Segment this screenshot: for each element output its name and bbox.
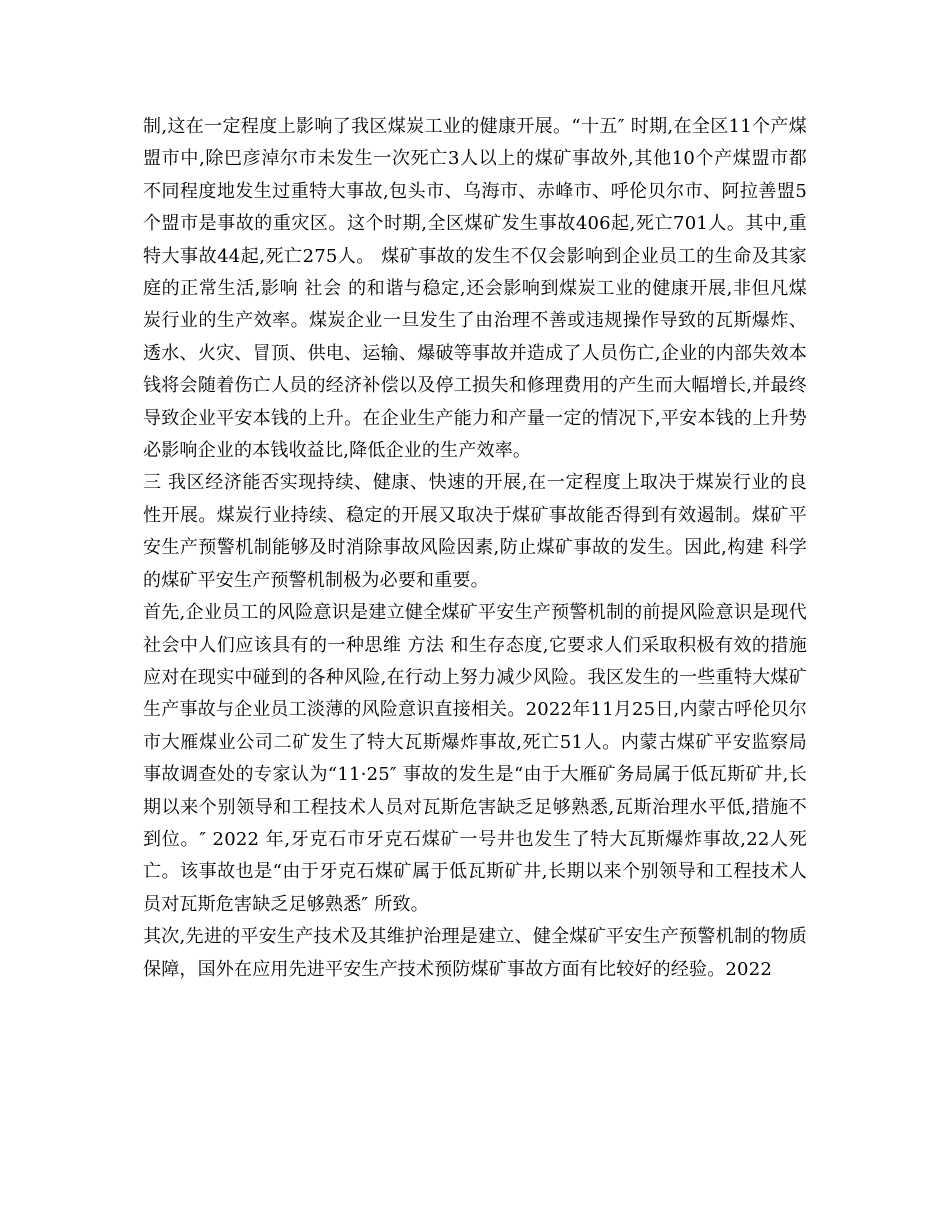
document-body xyxy=(143,111,807,986)
paragraph-2: 三 我区经济能否实现持续、健康、快速的开展,在一定程度上取决于煤炭行业的良性开展。煤炭行业持续、稳定的开展又取决于煤矿事故能否得到有效遏制。煤矿平安生产预警机制能够及时消除事故风险因素,防止煤矿事故的发生。因此,构建 科学 的煤矿平安生产预警机制极为必要和重要。 xyxy=(143,472,807,591)
paragraph-1: 制,这在一定程度上影响了我区煤炭工业的健康开展。“十五″ 时期,在全区11个产煤盟市中,除巴彦淖尔市未发生一次死亡3人以上的煤矿事故外,其他10个产煤盟市都不同程度地发生过重特大事故,包头市、乌海市、赤峰市、呼伦贝尔市、阿拉善盟5个盟市是事故的重灾区。这个时期,全区煤矿发生事故406起,死亡701人。其中,重特大事故44起,死亡275人。 煤矿事故的发生不仅会影响到企业员工的生命及其家庭的正常生活,影响 社会 的和谐与稳定,还会影响到煤炭工业的健康开展,非但凡煤炭行业的生产效率。煤炭企业一旦发生了由治理不善或违规操作导致的瓦斯爆炸、透水、火灾、冒顶、供电、运输、爆破等事故并造成了人员伤亡,企业的内部失效本钱将会随着伤亡人员的经济补偿以及停工损失和修理费用的产生而大幅增长,并最终导致企业平安本钱的上升。在企业生产能力和产量一定的情况下,平安本钱的上升势必影响企业的本钱收益比,降低企业的生产效率。 xyxy=(143,116,807,462)
paragraph-3: 首先,企业员工的风险意识是建立健全煤矿平安生产预警机制的前提风险意识是现代 社会中人们应该具有的一种思维 方法 和生存态度,它要求人们采取积极有效的措施应对在现实中碰到的各种风险,在行动上努力减少风险。我区发生的一些重特大煤矿生产事故与企业员工淡薄的风险意识直接相关。2022年11月25日,内蒙古呼伦贝尔市大雁煤业公司二矿发生了特大瓦斯爆炸事故,死亡51人。内蒙古煤矿平安监察局事故调查处的专家认为“11·25″ 事故的发生是“由于大雁矿务局属于低瓦斯矿井,长期以来个别领导和工程技术人员对瓦斯危害缺乏足够熟悉,瓦斯治理水平低,措施不到位。″ 2022 年,牙克石市牙克石煤矿一号井也发生了特大瓦斯爆炸事故,22人死亡。该事故也是“由于牙克石煤矿属于低瓦斯矿井,长期以来个别领导和工程技术人员对瓦斯危害缺乏足够熟悉″ 所致。 xyxy=(143,602,807,915)
paragraph-4: 其次,先进的平安生产技术及其维护治理是建立、健全煤矿平安生产预警机制的物质保障，国外在应用先进平安生产技术预防煤矿事故方面有比较好的经验。2022 xyxy=(143,926,807,980)
